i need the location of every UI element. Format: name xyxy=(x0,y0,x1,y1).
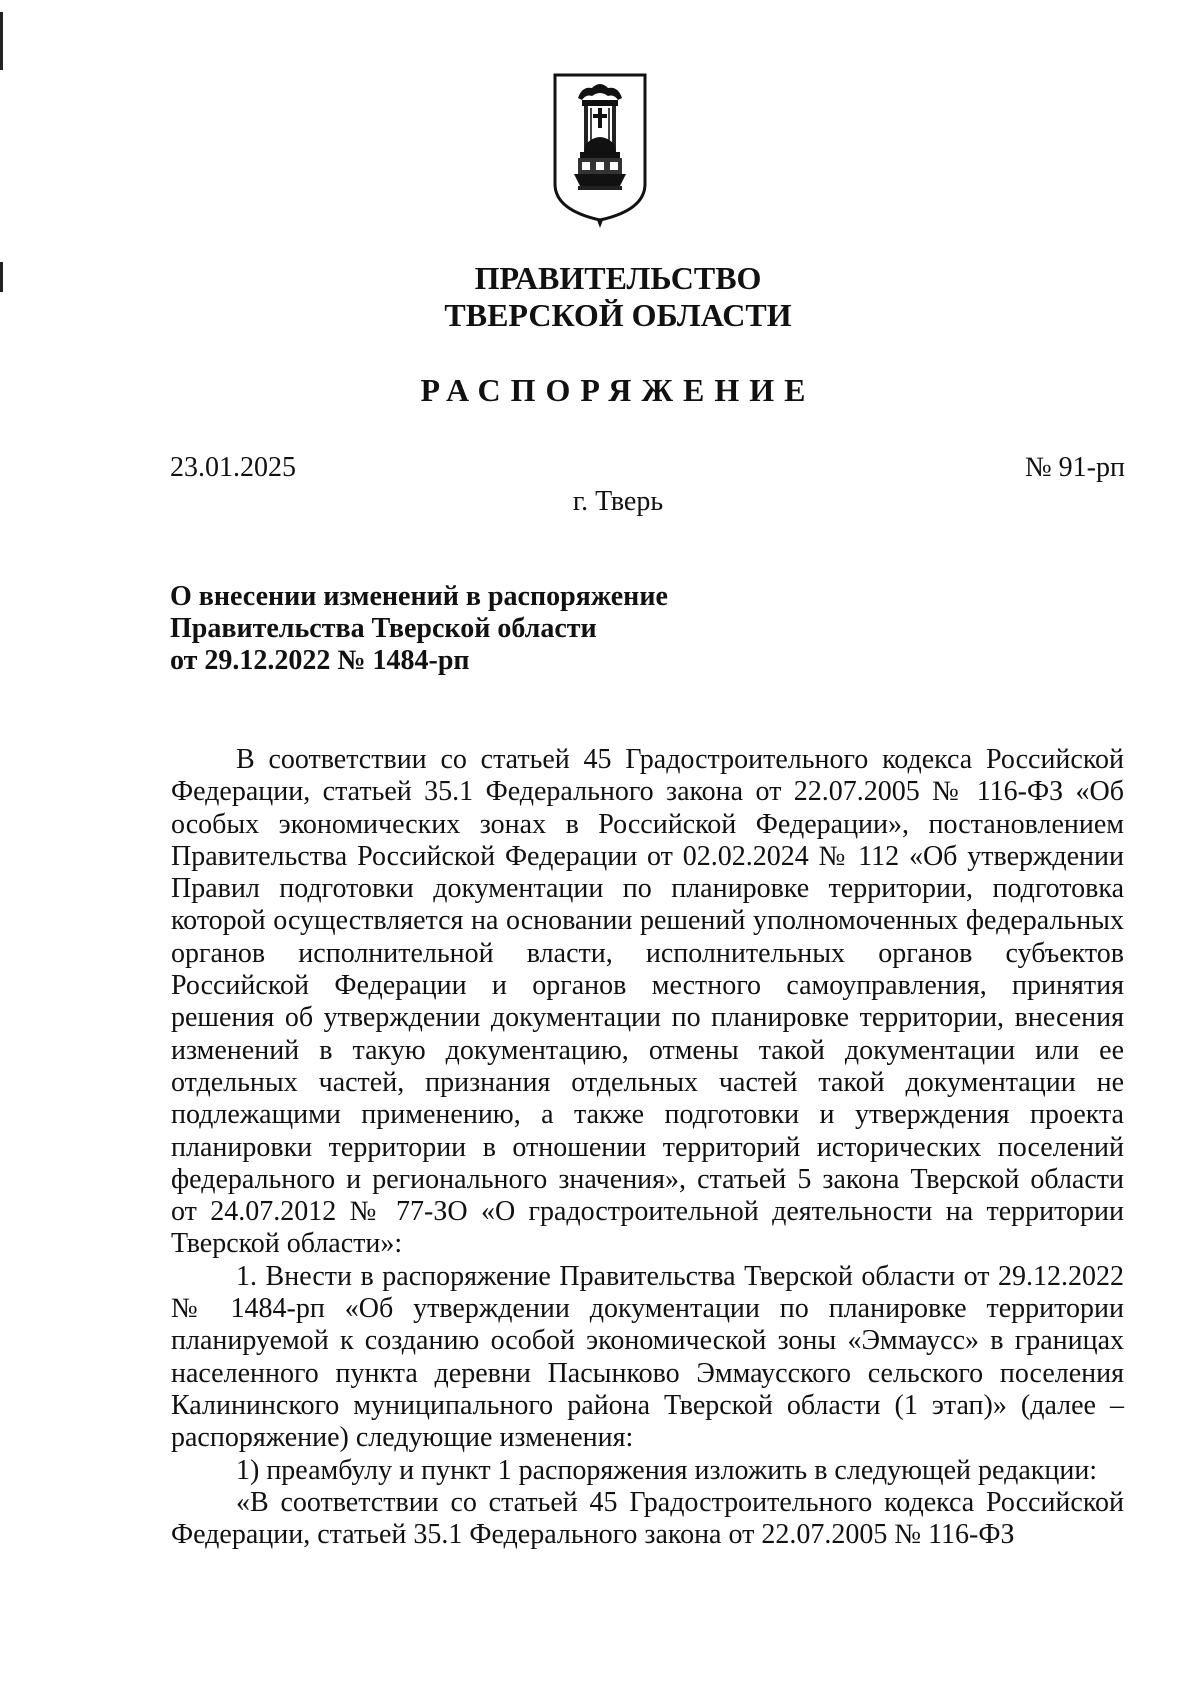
document-date: 23.01.2025 xyxy=(170,452,296,483)
document-type-title: РАСПОРЯЖЕНИЕ xyxy=(420,372,816,408)
subject-line: от 29.12.2022 № 1484-рп xyxy=(170,645,470,676)
subject-line: О внесении изменений в распоряжение xyxy=(170,581,668,612)
quoted-text-paragraph: «В соответствии со статьей 45 Градостроительного кодекса Российской Федерации, статьей 35.1 Федерального закона от 22.07.2005 № 116-ФЗ xyxy=(171,1486,1124,1551)
subject-line: Правительства Тверской области xyxy=(170,613,597,644)
document-city: г. Тверь xyxy=(572,486,664,517)
document-number: № 91-рп xyxy=(1024,452,1125,483)
document-subject xyxy=(170,581,668,677)
government-title-line1: ПРАВИТЕЛЬСТВО xyxy=(474,260,762,296)
scan-margin-mark xyxy=(0,12,3,70)
item-1-paragraph: 1. Внести в распоряжение Правительства Тверской области от 29.12.2022 № 1484-рп «Об утверждении документации по планировке территории планируемой к созданию особой экономической зоны «Эммаусс» в границах населенного пункта деревни Пасынково Эммаусского сельского поселения Калининского муниципального района Тверской области (1 этап)» (далее – распоряжение) следующие изменения: xyxy=(171,1260,1124,1454)
tver-coat-of-arms-icon xyxy=(552,72,648,228)
government-title-line2: ТВЕРСКОЙ ОБЛАСТИ xyxy=(444,297,792,333)
document-body xyxy=(171,744,1124,1551)
item-1-1-paragraph: 1) преамбулу и пункт 1 распоряжения изложить в следующей редакции: xyxy=(236,1454,1098,1486)
preamble-paragraph: В соответствии со статьей 45 Градостроительного кодекса Российской Федерации, статьей 35.1 Федерального закона от 22.07.2005 № 116-ФЗ «Об особых экономических зонах в Российской Федерации», постановлением Правительства Российской Федерации от 02.02.2024 № 112 «Об утверждении Правил подготовки документации по планировке территории, подготовка которой осуществляется на основании решений уполномоченных федеральных органов исполнительной власти, исполнительных органов субъектов Российской Федерации и органов местного самоуправления, принятия решения об утверждении документации по планировке территории, внесения изменений в такую документацию, отмены такой документации или ее отдельных частей, признания отдельных частей такой документации не подлежащими применению, а также подготовки и утверждения проекта планировки территории в отношении территорий исторических поселений федерального и регионального значения», статьей 5 закона Тверской области от 24.07.2012 № 77-ЗО «О градостроительной деятельности на территории Тверской области»: xyxy=(171,744,1124,1260)
